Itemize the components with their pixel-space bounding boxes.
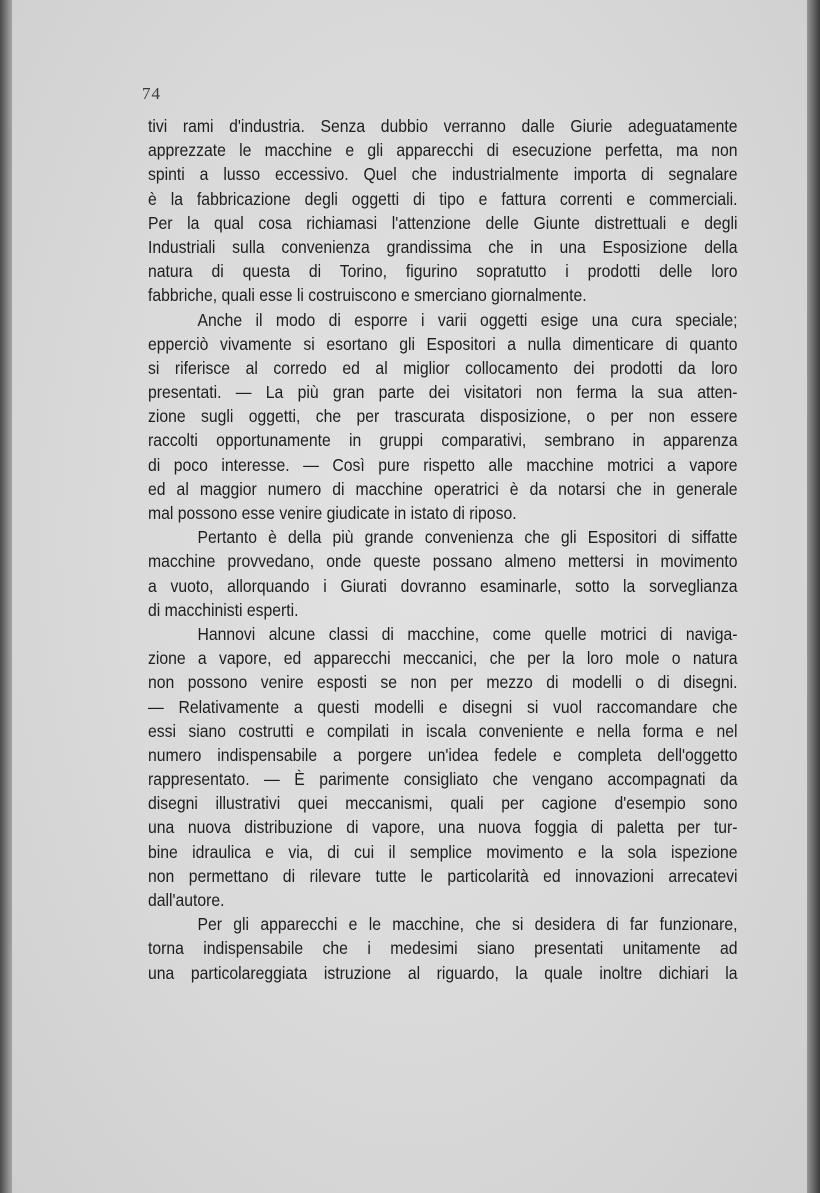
text-line: essi siano costrutti e compilati in iscala conveniente e nella forma e nel [148, 720, 738, 741]
text-line: numero indispensabile a porgere un'idea fedele e completa dell'oggetto [148, 744, 738, 765]
text-line: Anche il modo di esporre i varii oggetti esige una cura speciale; [197, 309, 738, 330]
text-line: apprezzate le macchine e gli apparecchi di esecuzione perfetta, ma non [148, 140, 738, 161]
body-text [148, 114, 738, 985]
text-line: mal possono esse venire giudicate in istato di riposo. [148, 503, 517, 523]
text-line: — Relativamente a questi modelli e disegni si vuol raccomandare che [148, 696, 738, 717]
text-line: rappresentato. — È parimente consigliato che vengano accompagnati da [148, 769, 738, 790]
text-line: a vuoto, allorquando i Giurati dovranno esaminarle, sotto la sorveglianza [148, 575, 738, 596]
text-line: Hannovi alcune classi di macchine, come quelle motrici di naviga- [197, 623, 738, 644]
text-line: si riferisce al corredo ed al miglior collocamento dei prodotti da loro [148, 357, 738, 378]
text-line: fabbriche, quali esse li costruiscono e smerciano giornalmente. [148, 285, 587, 306]
text-line: Pertanto è della più grande convenienza che gli Espositori di siffatte [197, 527, 738, 548]
text-line: macchine provvedano, onde queste possano almeno mettersi in movimento [148, 551, 738, 572]
text-line: Per la qual cosa richiamasi l'attenzione delle Giunte distrettuali e degli [148, 212, 738, 233]
text-line: torna indispensabile che i medesimi siano presentati unitamente ad [148, 938, 738, 959]
text-line: una particolareggiata istruzione al riguardo, la quale inoltre dichiari la [148, 962, 738, 983]
text-line: dall'autore. [148, 890, 225, 910]
text-line: è la fabbricazione degli oggetti di tipo e fattura correnti e commerciali. [148, 188, 738, 209]
text-line: bine idraulica e via, di cui il semplice movimento e la sola ispezione [148, 841, 738, 862]
page-number: 74 [142, 84, 161, 103]
text-line: una nuova distribuzione di vapore, una nuova foggia di paletta per tur- [148, 817, 738, 838]
text-line: di poco interesse. — Così pure rispetto alle macchine motrici a vapore [148, 454, 738, 475]
text-line: natura di questa di Torino, figurino sopratutto i prodotti delle loro [148, 261, 738, 282]
text-lines [148, 114, 738, 985]
text-line: epperciò vivamente si esortano gli Espositori a nulla dimenticare di quanto [148, 333, 738, 354]
text-line: spinti a lusso eccessivo. Quel che industrialmente importa di segnalare [148, 164, 738, 185]
text-line: di macchinisti esperti. [148, 599, 299, 620]
text-line: disegni illustrativi quei meccanismi, quali per cagione d'esempio sono [148, 793, 738, 814]
text-line: zione sugli oggetti, che per trascurata disposizione, o per non essere [148, 406, 738, 427]
text-line: ed al maggior numero di macchine operatrici è da notarsi che in generale [148, 478, 738, 499]
text-line: Per gli apparecchi e le macchine, che si desidera di far funzionare, [197, 914, 738, 935]
text-line: non possono venire esposti se non per mezzo di modelli o di disegni. [148, 672, 738, 693]
text-line: presentati. — La più gran parte dei visitatori non ferma la sua atten- [148, 382, 738, 403]
text-line: raccolti opportunamente in gruppi comparativi, sembrano in apparenza [148, 430, 738, 451]
text-line: tivi rami d'industria. Senza dubbio verranno dalle Giurie adeguatamente [148, 116, 738, 136]
text-line: non permettano di rilevare tutte le particolarità ed innovazioni arrecatevi [148, 865, 738, 886]
text-line: Industriali sulla convenienza grandissima che in una Esposizione della [148, 236, 738, 257]
text-line: zione a vapore, ed apparecchi meccanici, che per la loro mole o natura [148, 648, 738, 669]
